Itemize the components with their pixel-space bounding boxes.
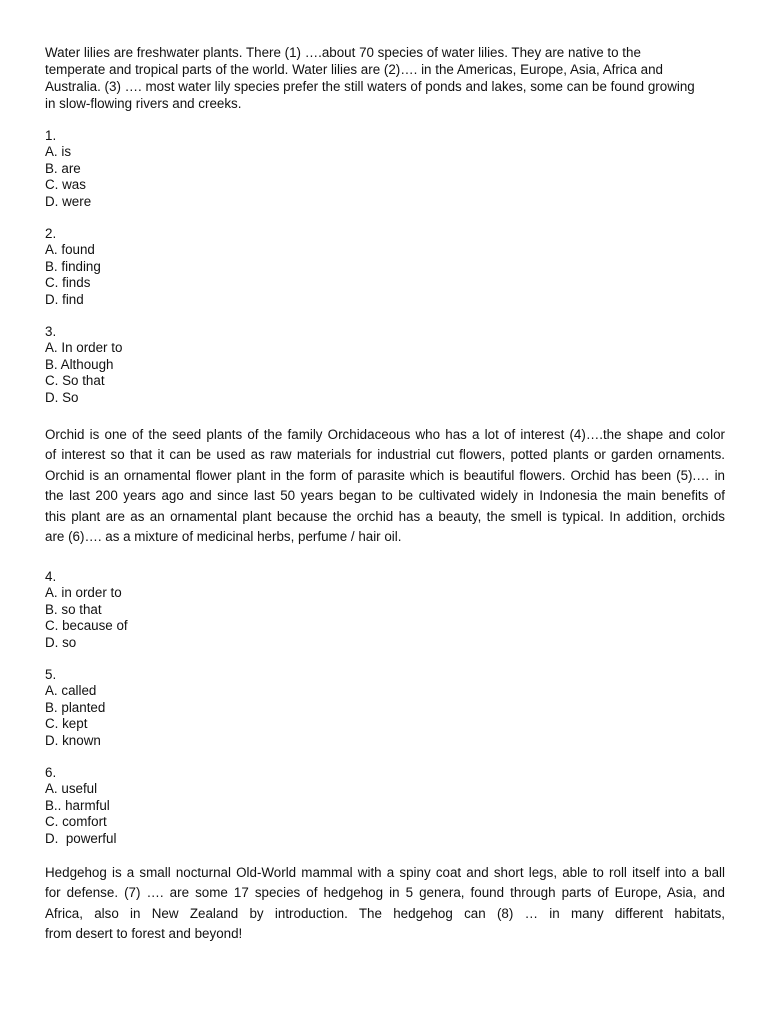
- passage-orchid: [45, 425, 725, 547]
- question-3: [45, 324, 122, 406]
- passage-line: Australia. (3) …. most water lily species prefer the still waters of ponds and lakes, some can be found growing: [45, 79, 695, 94]
- passage-line: Water lilies are freshwater plants. There (1) ….about 70 species of water lilies. They are native to the: [45, 45, 641, 60]
- answer-option: C. comfort: [45, 814, 107, 830]
- passage-line: temperate and tropical parts of the world. Water lilies are (2)…. in the Americas, Europe, Asia, Africa and: [45, 62, 663, 77]
- question-1: [45, 128, 91, 210]
- answer-option: A. found: [45, 242, 95, 258]
- passage-line: are (6)…. as a mixture of medicinal herbs, perfume / hair oil.: [45, 529, 402, 545]
- question-5: [45, 667, 105, 749]
- answer-option: A. is: [45, 144, 72, 160]
- answer-option: D. known: [45, 732, 101, 748]
- passage-line: Africa, also in New Zealand by introduction. The hedgehog can (8) … in many different habitats,: [45, 905, 725, 921]
- question-number: 2.: [45, 226, 57, 241]
- passage-line: Hedgehog is a small nocturnal Old-World mammal with a spiny coat and short legs, able to roll itself into a ball: [45, 865, 725, 880]
- answer-option: D. So: [45, 389, 79, 405]
- question-number: 6.: [45, 765, 57, 780]
- passage-line: in slow-flowing rivers and creeks.: [45, 96, 242, 111]
- answer-option: B. so that: [45, 601, 102, 617]
- answer-option: C. because of: [45, 618, 128, 634]
- answer-option: B. are: [45, 160, 81, 176]
- answer-option: C. So that: [45, 373, 105, 389]
- answer-option: B. Although: [45, 356, 114, 372]
- question-number: 1.: [45, 128, 57, 143]
- answer-option: D. powerful: [45, 830, 117, 846]
- passage-water-lilies: [45, 44, 725, 112]
- question-6: [45, 765, 116, 847]
- answer-option: D. find: [45, 291, 84, 307]
- answer-option: B. finding: [45, 258, 101, 274]
- answer-option: C. kept: [45, 716, 88, 732]
- answer-option: B.. harmful: [45, 797, 110, 813]
- passage-line: of interest so that it can be used as raw materials for industrial cut flowers, potted plants or garden ornaments.: [45, 447, 725, 463]
- answer-option: A. called: [45, 683, 97, 699]
- passage-line: Orchid is one of the seed plants of the family Orchidaceous who has a lot of interest (4)….the shape and color: [45, 427, 725, 442]
- answer-option: C. finds: [45, 275, 91, 291]
- answer-option: B. planted: [45, 699, 106, 715]
- answer-option: A. useful: [45, 781, 98, 797]
- passage-line: from desert to forest and beyond!: [45, 926, 243, 942]
- answer-option: A. in order to: [45, 585, 122, 601]
- question-number: 4.: [45, 569, 57, 584]
- passage-line: for defense. (7) …. are some 17 species of hedgehog in 5 genera, found through parts of Europe, Asia, and: [45, 885, 725, 901]
- answer-option: D. so: [45, 634, 77, 650]
- question-number: 5.: [45, 667, 57, 682]
- passage-line: Orchid is an ornamental flower plant in the form of parasite which is beautiful flowers. Orchid has been (5).… in: [45, 467, 725, 483]
- passage-line: this plant are as an ornamental plant because the orchid has a beauty, the smell is typical. In addition, orchids: [45, 508, 725, 524]
- answer-option: C. was: [45, 177, 86, 193]
- answer-option: A. In order to: [45, 340, 123, 356]
- question-4: [45, 569, 128, 651]
- question-number: 3.: [45, 324, 57, 339]
- passage-line: the last 200 years ago and since last 50 years began to be cultivated widely in Indonesia the main benefits of: [45, 488, 725, 504]
- question-2: [45, 226, 101, 308]
- answer-option: D. were: [45, 193, 92, 209]
- passage-hedgehog: [45, 863, 725, 945]
